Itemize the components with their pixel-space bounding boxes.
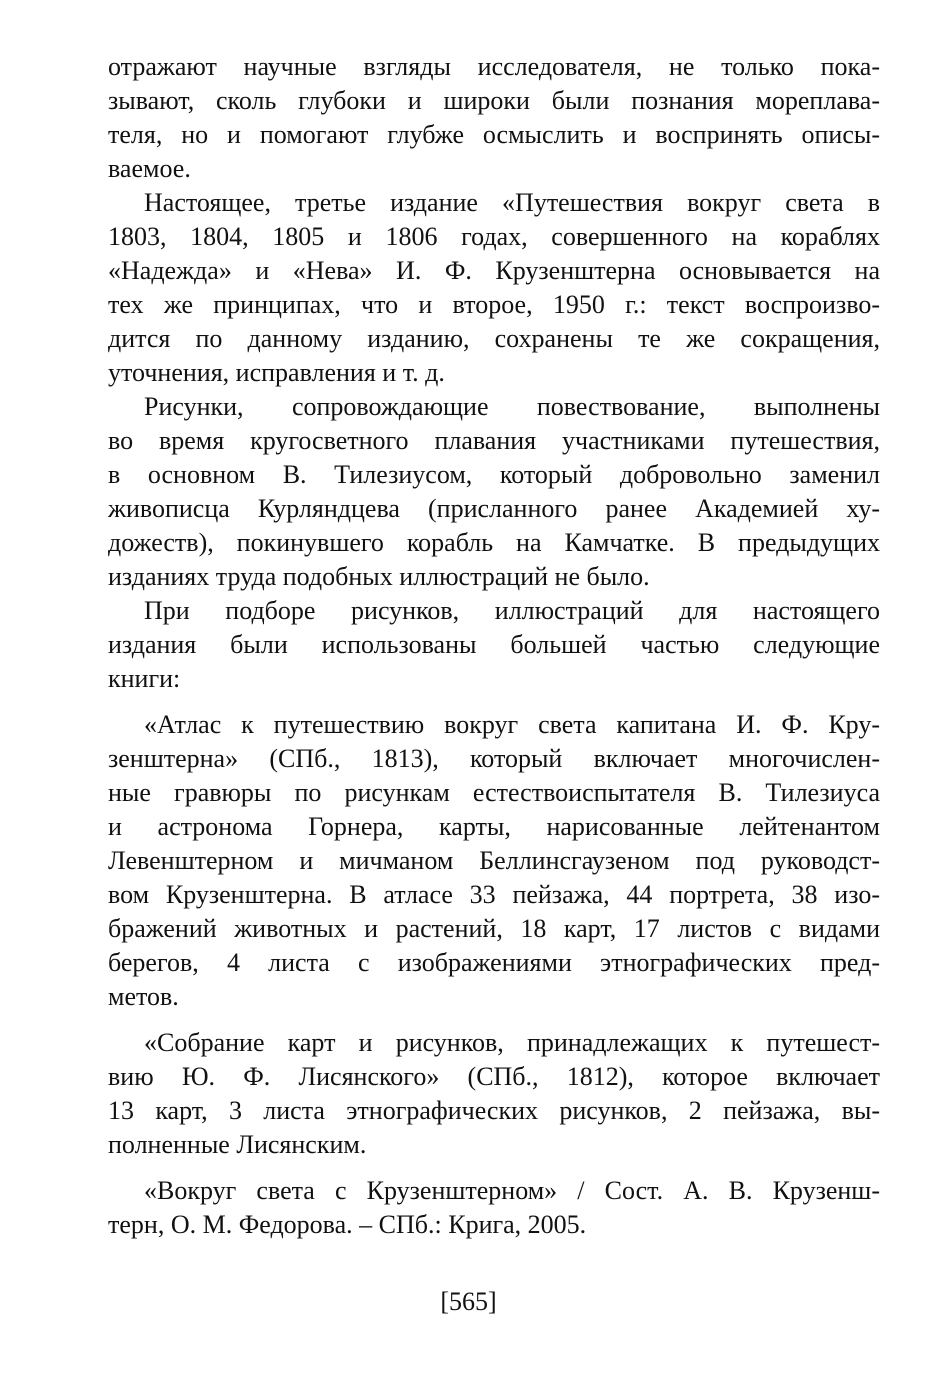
paragraph: [108, 1174, 880, 1242]
text-line: терн, О. М. Федорова. – СПб.: Крига, 2005.: [108, 1210, 587, 1239]
text-line: При подборе рисунков, иллюстраций для настоящего: [144, 596, 880, 625]
text-line: теля, но и помогают глубже осмыслить и воспринять описы-: [108, 120, 880, 149]
text-line: зывают, сколь глубоки и широки были познания мореплава-: [108, 86, 880, 115]
text-line: изданиях труда подобных иллюстраций не было.: [108, 562, 650, 591]
text-line: «Вокруг света с Крузенштерном» / Сост. А. В. Крузенш-: [144, 1176, 880, 1205]
paragraph: [108, 186, 880, 390]
text-line: живописца Курляндцева (присланного ранее Академией ху-: [108, 494, 880, 523]
text-line: 1803, 1804, 1805 и 1806 годах, совершенного на кораблях: [108, 222, 880, 251]
text-line: ные гравюры по рисункам естествоиспытателя В. Тилезиуса: [108, 778, 880, 807]
text-line: вию Ю. Ф. Лисянского» (СПб., 1812), которое включает: [108, 1062, 880, 1091]
text-line: отражают научные взгляды исследователя, не только пока-: [108, 52, 880, 81]
paragraph: [108, 390, 880, 594]
text-line: книги:: [108, 664, 181, 693]
text-line: уточнения, исправления и т. д.: [108, 358, 445, 387]
paragraph: [108, 50, 880, 186]
page-number: [565]: [440, 1287, 497, 1316]
text-line: ваемое.: [108, 154, 191, 183]
text-line: метов.: [108, 982, 179, 1011]
text-line: Настоящее, третье издание «Путешествия вокруг света в: [144, 188, 880, 217]
paragraph: [108, 594, 880, 696]
book-page: [108, 50, 880, 1242]
text-line: и астронома Горнера, карты, нарисованные лейтенантом: [108, 812, 880, 841]
text-line: в основном В. Тилезиусом, который добровольно заменил: [108, 460, 880, 489]
text-line: дожеств), покинувшего корабль на Камчатке. В предыдущих: [108, 528, 880, 557]
text-line: дится по данному изданию, сохранены те же сокращения,: [108, 324, 880, 353]
text-line: «Надежда» и «Нева» И. Ф. Крузенштерна основывается на: [108, 256, 880, 285]
text-line: Рисунки, сопровождающие повествование, выполнены: [144, 392, 880, 421]
text-line: 13 карт, 3 листа этнографических рисунков, 2 пейзажа, вы-: [108, 1096, 880, 1125]
text-line: зенштерна» (СПб., 1813), который включает многочислен-: [108, 744, 880, 773]
paragraph: [108, 708, 880, 1014]
paragraph: [108, 1026, 880, 1162]
text-line: берегов, 4 листа с изображениями этнографических пред-: [108, 948, 880, 977]
text-line: полненные Лисянским.: [108, 1130, 367, 1159]
text-line: вом Крузенштерна. В атласе 33 пейзажа, 44 портрета, 38 изо-: [108, 880, 880, 909]
text-line: Левенштерном и мичманом Беллинсгаузеном под руководст-: [108, 846, 880, 875]
text-line: «Атлас к путешествию вокруг света капитана И. Ф. Кру-: [144, 710, 880, 739]
text-line: во время кругосветного плавания участниками путешествия,: [108, 426, 880, 455]
text-line: бражений животных и растений, 18 карт, 17 листов с видами: [108, 914, 880, 943]
text-line: тех же принципах, что и второе, 1950 г.: текст воспроизво-: [108, 290, 880, 319]
text-line: «Собрание карт и рисунков, принадлежащих к путешест-: [144, 1028, 880, 1057]
text-line: издания были использованы большей частью следующие: [108, 630, 880, 659]
